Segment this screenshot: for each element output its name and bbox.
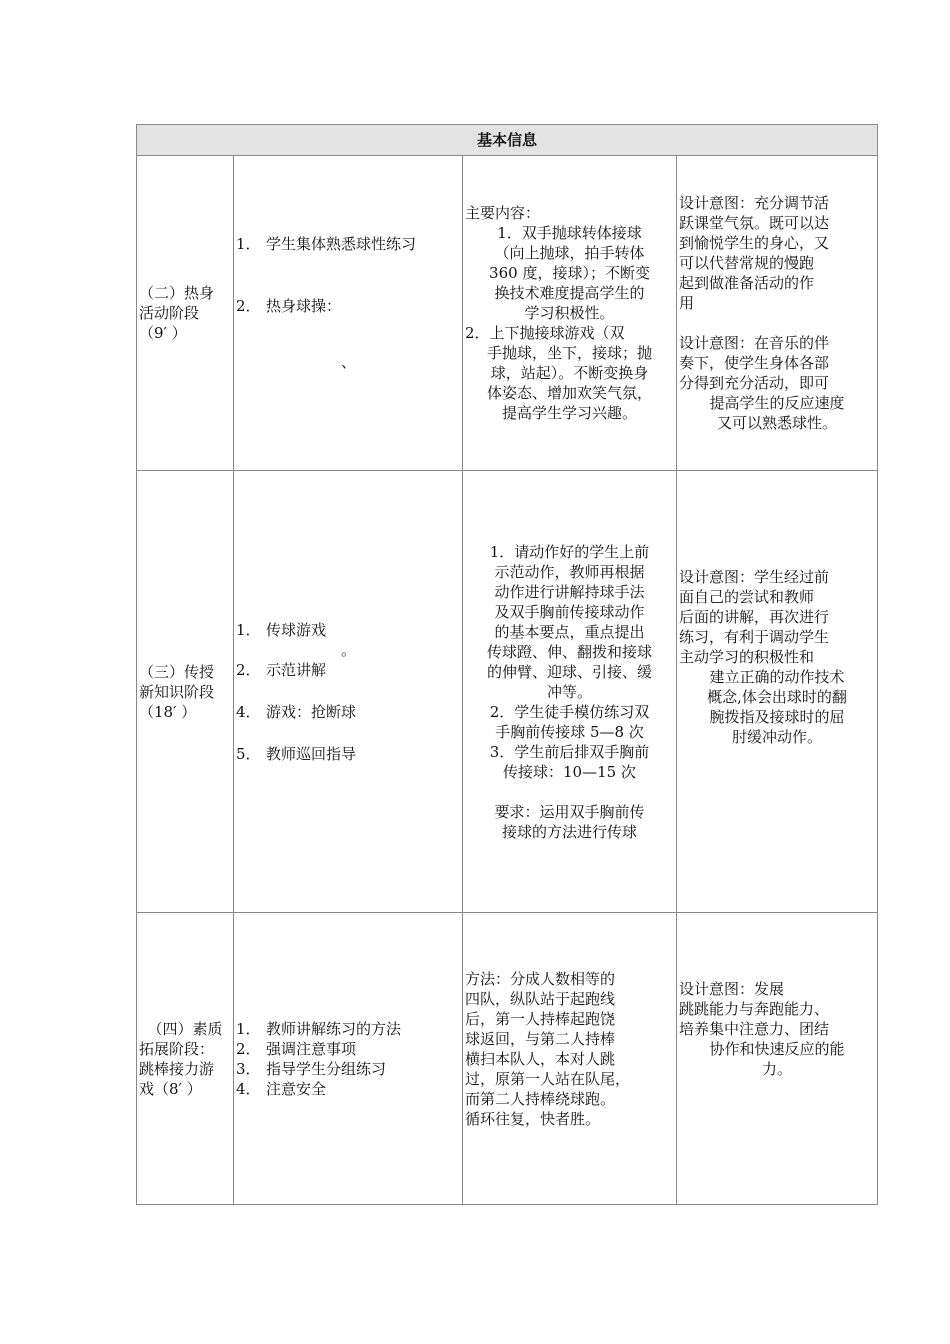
- lesson-plan-table: [136, 124, 878, 1205]
- design-cell: [677, 471, 878, 913]
- content-cell: 方法：分成人数相等的 四队，纵队站于起跑线 后，第一人持棒起跑饶 球返回，与第二人持棒 横扫本队人，本对人跳 过，原第一人站在队尾， 而第二人持棒绕球跑。 循环往复，快者胜。: [463, 913, 677, 1205]
- list-item: 4． 注意安全: [236, 1079, 327, 1098]
- design-cell: [677, 913, 878, 1205]
- list-item: 4． 游戏：抢断球: [236, 702, 357, 721]
- list-item: 5． 教师巡回指导: [236, 744, 357, 763]
- design-note: 设计意图：充分调节活 跃课堂气氛。既可以达 到愉悦学生的身心，又 可以代替常规的慢跑 起到做准备活动的作 用: [679, 194, 830, 312]
- content-cell: 主要内容： 1．双手抛球转体接球 （向上抛球，拍手转体 360 度，接球）；不断变 换技术难度提高学生的 学习积极性。 2．上下抛接球游戏（双 手抛球，坐下，接球；抛 球，站起）。不断变换身 体姿态、增加欢笑气氛， 提高学生学习兴趣。: [463, 156, 677, 471]
- activity-cell: [234, 156, 463, 471]
- design-note: 设计意图：发展 跳跳能力与奔跑能力、 培养集中注意力、团结 协作和快速反应的能 力。: [679, 979, 845, 1078]
- list-item: 2． 热身球操：: [236, 297, 342, 315]
- table-header: 基本信息: [137, 125, 878, 156]
- list-item-note: 、: [341, 353, 357, 371]
- stage-cell: （二）热身 活动阶段 （9′ ）: [137, 156, 234, 471]
- content-cell: 1．请动作好的学生上前 示范动作，教师再根据 动作进行讲解持球手法 及双手胸前传接球动作 的基本要点，重点提出 传球蹬、伸、翻拨和接球 的伸臂、迎球、引接、缓 冲等。 2．学生徒手模仿练习双 手胸前传接球 5—8 次 3．学生前后排双手胸前 传接球：10—15 次 要求：运用双手胸前传 接球的方法进行传球: [463, 471, 677, 913]
- table-row: [137, 913, 878, 1205]
- stage-cell: （三）传授 新知识阶段 （18′ ）: [137, 471, 234, 913]
- table-row: [137, 156, 878, 471]
- list-item: 2． 强调注意事项: [236, 1039, 357, 1058]
- list-item: 2． 示范讲解: [236, 660, 327, 679]
- list-item: 1． 传球游戏: [236, 620, 327, 639]
- activity-cell: [234, 471, 463, 913]
- activity-cell: [234, 913, 463, 1205]
- design-note: 设计意图：在音乐的伴 奏下，使学生身体各部 分得到充分活动，即可 提高学生的反应速度 又可以熟悉球性。: [679, 334, 845, 432]
- design-note: 设计意图：学生经过前 面自己的尝试和教师 后面的讲解，再次进行 练习，有利于调动学生 主动学习的积极性和 建立正确的动作技术 概念,体会出球时的翻 腕拨指及接球时的屈 肘缓冲动作。: [679, 567, 847, 746]
- list-item: 1． 教师讲解练习的方法: [236, 1019, 402, 1038]
- design-cell: [677, 156, 878, 471]
- table-row: [137, 471, 878, 913]
- list-item: 1． 学生集体熟悉球性练习: [236, 235, 417, 253]
- list-item-note: 。: [341, 640, 357, 659]
- stage-cell: （四）素质 拓展阶段： 跳棒接力游 戏（8′ ）: [137, 913, 234, 1205]
- list-item: 3． 指导学生分组练习: [236, 1059, 387, 1078]
